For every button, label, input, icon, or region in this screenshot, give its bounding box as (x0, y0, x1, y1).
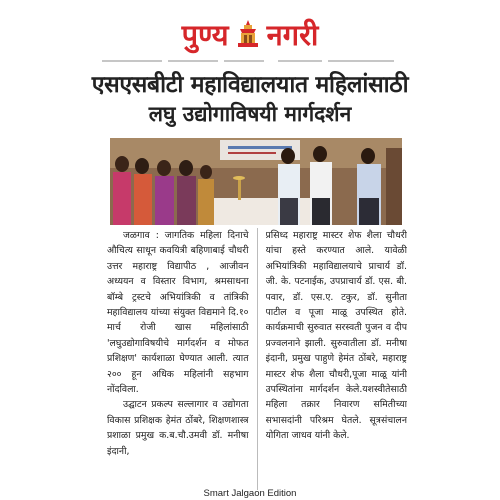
column-1-paragraph-1: जळगाव : जागतिक महिला दिनाचे औचित्य साधून कवयित्री बहिणाबाई चौधरी उत्तर महाराष्ट्र विद्यापीठ , आजीवन अध्ययन व विस्तार विभाग, श्रमसाधना बॉम्बे ट्रस्टचे अभियांत्रिकी व तांत्रिकी महाविद्यालय यांच्या संयुक्त विद्यमाने दि.१० मार्च रोजी खास महिलांसाठी 'लघुउद्योगाविषयीचे मार्गदर्शन व मोफत प्रशिक्षण' कार्यशाळा घेण्यात आली. त्यात २०० हून अधिक महिलांनी सहभाग नोंदविला. (107, 230, 249, 396)
article-headline (36, 70, 464, 128)
headline-line-2: लघु उद्योगाविषयी मार्गदर्शन (148, 102, 352, 126)
column-divider (257, 228, 258, 490)
column-2-paragraph-1: प्रसिध्द महाराष्ट्र मास्टर शेफ शैला चौधरी यांचा हस्ते करण्यात आले. यावेळी अभियांत्रिकी महाविद्यालयाचे प्राचार्य डॉ. जी. के. पटनाईक, उपप्राचार्य डॉ. एस. बी. पवार, डॉ. एस.ए. टकुर, डॉ. सुनीता पाटील व पूजा माळू उपस्थित होते. कार्यक्रमाची सुरुवात सरस्वती पुजन व दीप प्रज्वलनाने झाली. सुरुवातीला डॉ. मनीषा इंदानी, प्रमुख पाहुणे हेमंत ठोंबरे, महाराष्ट्र मास्टर शेफ शैला चौधरी,पूजा माळू यांनी उपस्थितांना मार्गदर्शन केले.यशस्वीतेसाठी महिला तक्रार निवारण समितीच्या सभासदांनी परिश्रम घेतले. सूत्रसंचालन योगिता जाधव यांनी केले. (265, 230, 407, 442)
article-column-1 (107, 228, 249, 490)
masthead-word-left: पुण्य (181, 17, 229, 52)
event-photo (110, 138, 402, 225)
masthead (0, 14, 500, 54)
article-body (107, 228, 407, 490)
masthead-word-right: नगरी (266, 17, 319, 52)
article-column-2 (266, 228, 408, 490)
temple-emblem-icon (235, 19, 261, 49)
headline-line-1: एसएसबीटी महाविद्यालयात महिलांसाठी (91, 72, 409, 98)
clipped-text-line (100, 55, 400, 67)
column-1-paragraph-2: उद्घाटन प्रकल्प सल्लागार व उद्योगता विकास प्रशिक्षक हेमंत ठोंबरे, शिक्षणशास्त्र प्रशाळा प्रमुख क.ब.चौ.उमवी डॉ. मनीषा इंदानी, (107, 399, 249, 457)
edition-footer: Smart Jalgaon Edition (203, 488, 297, 499)
